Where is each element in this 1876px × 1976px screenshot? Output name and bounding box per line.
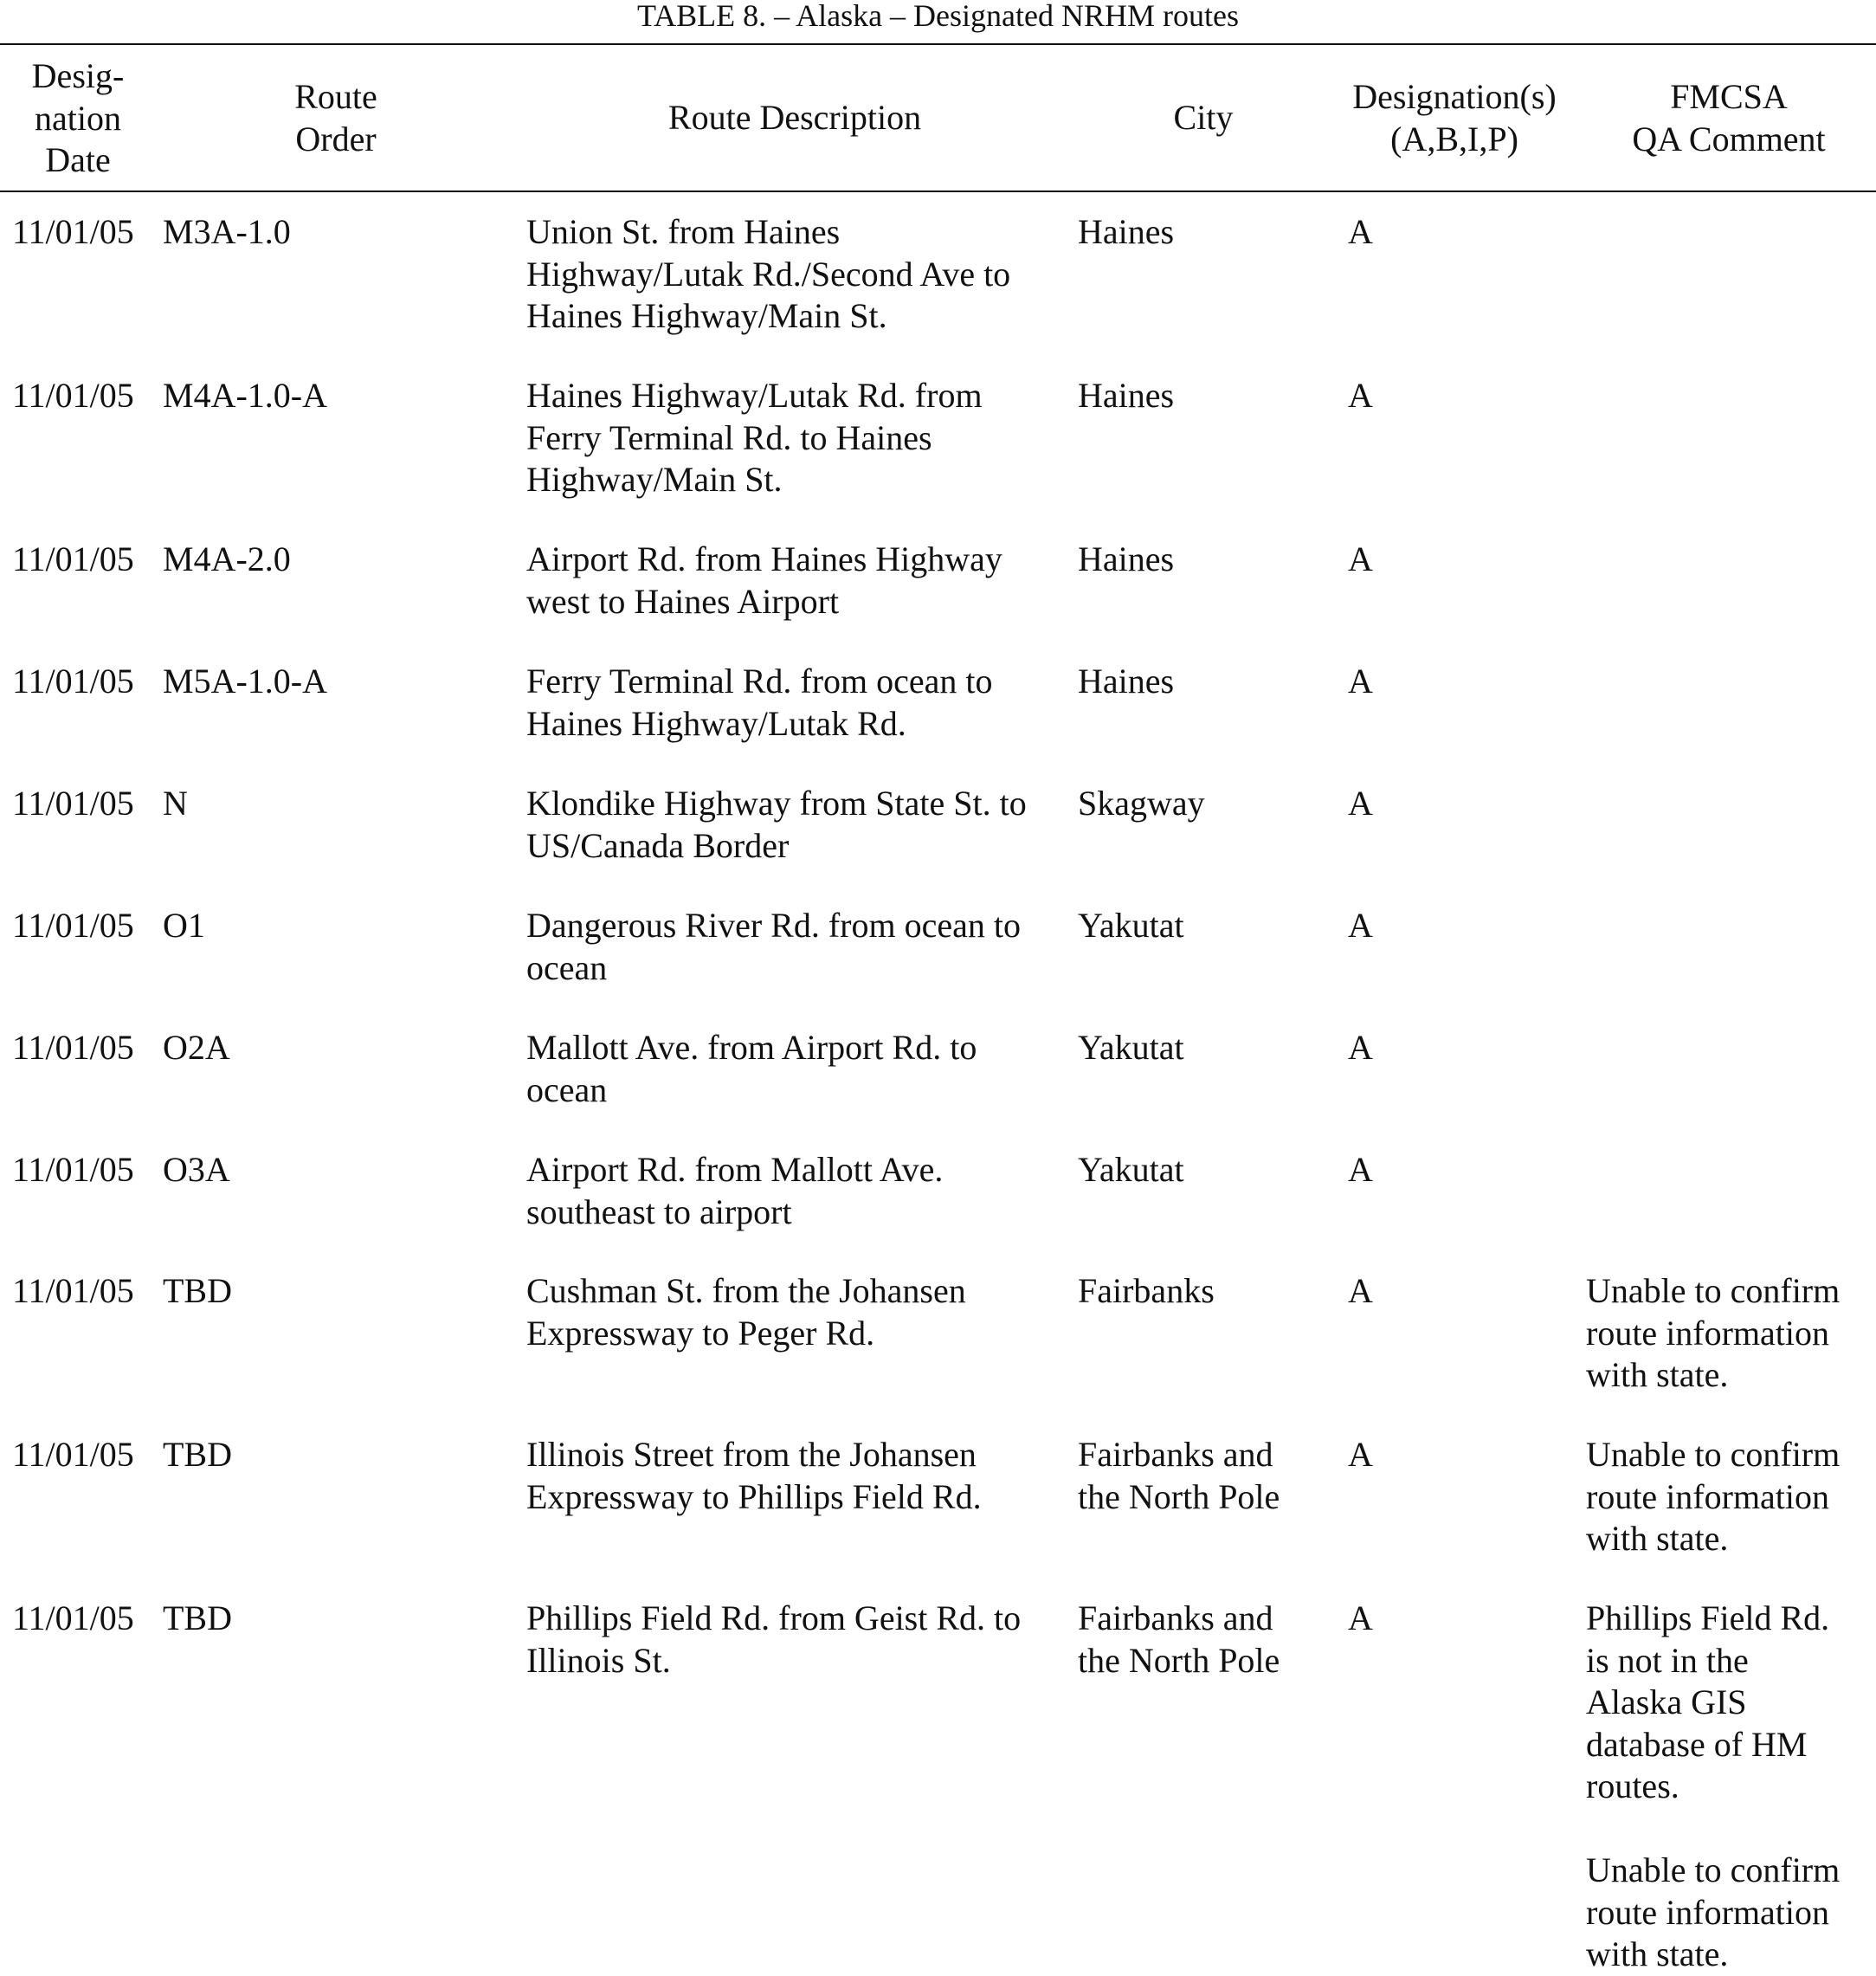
cell-route-description: Union St. from Haines Highway/Lutak Rd./Second Ave to Haines Highway/Main St. [526,212,1011,335]
cell-designation: A [1348,1028,1373,1067]
cell-date: 11/01/05 [12,1150,134,1189]
table-caption [0,0,1876,33]
header-route-description: Route Description [667,98,922,137]
cell-qa-comment: Phillips Field Rd. is not in the Alaska GIS database of HM routes. Unable to confirm route information with state. [1586,1598,1841,1973]
cell-city: Haines [1078,376,1175,415]
cell-date: 11/01/05 [12,1028,134,1067]
cell-designation: A [1348,1150,1373,1189]
cell-date: 11/01/05 [12,784,134,823]
cell-designation: A [1348,1271,1373,1310]
cell-route-description: Ferry Terminal Rd. from ocean to Haines Highway/Lutak Rd. [526,662,993,743]
cell-city: Fairbanks and the North Pole [1078,1435,1280,1516]
caption-table-word: TABLE [636,0,736,33]
caption-title: 8. – Alaska – Designated NRHM routes [735,0,1240,33]
cell-date: 11/01/05 [12,1271,134,1310]
header-designation-date: Desig- nation Date [31,56,125,179]
cell-city: Skagway [1078,784,1205,823]
header-qa-comment: FMCSA QA Comment [1632,77,1826,158]
header-route-order: Route Order [294,77,377,158]
cell-city: Fairbanks and the North Pole [1078,1598,1280,1680]
cell-route-description: Klondike Highway from State St. to US/Canada Border [526,784,1027,865]
cell-city: Yakutat [1078,906,1184,945]
cell-route-order: TBD [163,1598,232,1637]
cell-city: Yakutat [1078,1028,1184,1067]
header-designations: Designation(s) (A,B,I,P) [1352,77,1557,158]
cell-route-order: M4A-2.0 [163,539,291,578]
cell-date: 11/01/05 [12,906,134,945]
cell-route-order: O2A [163,1028,230,1067]
cell-designation: A [1348,212,1373,251]
cell-date: 11/01/05 [12,662,134,701]
cell-designation: A [1348,376,1373,415]
cell-route-order: M3A-1.0 [163,212,291,251]
cell-route-order: TBD [163,1435,232,1474]
cell-city: Haines [1078,662,1175,701]
cell-designation: A [1348,1598,1373,1637]
cell-qa-comment: Unable to confirm route information with state. [1586,1435,1841,1558]
cell-route-description: Cushman St. from the Johansen Expressway to Peger Rd. [526,1271,966,1353]
cell-city: Yakutat [1078,1150,1184,1189]
cell-date: 11/01/05 [12,1598,134,1637]
cell-designation: A [1348,539,1373,578]
cell-route-order: O3A [163,1150,230,1189]
header-city: City [1173,98,1234,137]
cell-date: 11/01/05 [12,1435,134,1474]
cell-route-description: Dangerous River Rd. from ocean to ocean [526,906,1021,987]
cell-qa-comment: Unable to confirm route information with state. [1586,1271,1841,1394]
cell-route-description: Airport Rd. from Mallott Ave. southeast to airport [526,1150,944,1231]
cell-route-description: Illinois Street from the Johansen Expressway to Phillips Field Rd. [526,1435,982,1516]
cell-route-order: O1 [163,906,205,945]
table-top-rule [0,43,1876,45]
cell-city: Fairbanks [1078,1271,1215,1310]
cell-route-description: Airport Rd. from Haines Highway west to Haines Airport [526,539,1002,621]
cell-city: Haines [1078,539,1175,578]
header-bottom-rule [0,190,1876,192]
cell-date: 11/01/05 [12,376,134,415]
cell-route-order: TBD [163,1271,232,1310]
cell-designation: A [1348,662,1373,701]
cell-city: Haines [1078,212,1175,251]
cell-date: 11/01/05 [12,539,134,578]
cell-route-order: M5A-1.0-A [163,662,327,701]
cell-route-description: Haines Highway/Lutak Rd. from Ferry Terminal Rd. to Haines Highway/Main St. [526,376,983,499]
cell-route-description: Mallott Ave. from Airport Rd. to ocean [526,1028,977,1109]
cell-designation: A [1348,784,1373,823]
cell-route-description: Phillips Field Rd. from Geist Rd. to Illinois St. [526,1598,1022,1680]
cell-designation: A [1348,906,1373,945]
cell-date: 11/01/05 [12,212,134,251]
cell-route-order: N [163,784,188,823]
cell-designation: A [1348,1435,1373,1474]
cell-route-order: M4A-1.0-A [163,376,327,415]
